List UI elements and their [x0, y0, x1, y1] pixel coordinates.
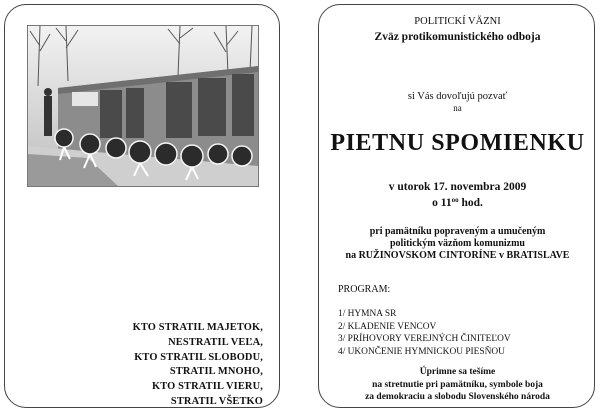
program-item: 4/ UKONČENIE HYMNICKOU PIESŇOU — [338, 346, 505, 357]
closing-line: Úprimne sa tešíme — [419, 367, 496, 377]
program-item: 2/ KLADENIE VENCOV — [338, 321, 437, 332]
event-time — [319, 196, 596, 209]
quote-line: STRATIL VŠETKO — [170, 395, 263, 407]
program-item: 1/ HYMNA SR — [338, 309, 397, 319]
closing-line: za demokraciu a slobodu Slovenského národa — [365, 392, 550, 402]
program-item: 3/ PRÍHOVORY VEREJNÝCH ČINITEĽOV — [338, 334, 511, 345]
left-card-panel — [4, 4, 280, 408]
memorial-photo-icon — [28, 26, 258, 186]
invitation-preposition: na — [453, 103, 462, 113]
location-line: na RUŽINOVSKOM CINTORÍNE v BRATISLAVE — [345, 250, 570, 261]
organization-name: POLITICKÍ VÄZNI — [414, 16, 501, 27]
event-time-minutes: oo — [451, 196, 459, 204]
memorial-photo — [27, 25, 259, 187]
program-list — [338, 308, 511, 358]
event-title: PIETNU SPOMIENKU — [330, 130, 585, 156]
event-date: v utorok 17. novembra 2009 — [388, 181, 527, 193]
organization-subtitle: Zväz protikomunistického odboja — [374, 31, 541, 43]
quote-line: KTO STRATIL MAJETOK, — [132, 322, 263, 333]
quote-line: STRATIL MNOHO, — [169, 366, 263, 378]
event-time-prefix: o 11 — [432, 197, 452, 209]
location-line: politickým väzňom komunizmu — [389, 238, 525, 249]
closing-line: na stretnutie pri pamätníku, symbole boja — [372, 380, 543, 390]
event-time-suffix: hod. — [458, 197, 483, 209]
quote-block — [133, 321, 263, 410]
location-line: pri pamätníku popraveným a umučeným — [369, 226, 546, 237]
quote-line: NESTRATIL VEĽA, — [168, 336, 263, 348]
right-card-panel — [318, 4, 595, 408]
quote-line: KTO STRATIL VIERU, — [152, 381, 263, 393]
quote-line: KTO STRATIL SLOBODU, — [134, 351, 263, 363]
invitation-text: si Vás dovoľujú pozvať — [407, 91, 508, 102]
program-heading: PROGRAM: — [338, 284, 391, 295]
